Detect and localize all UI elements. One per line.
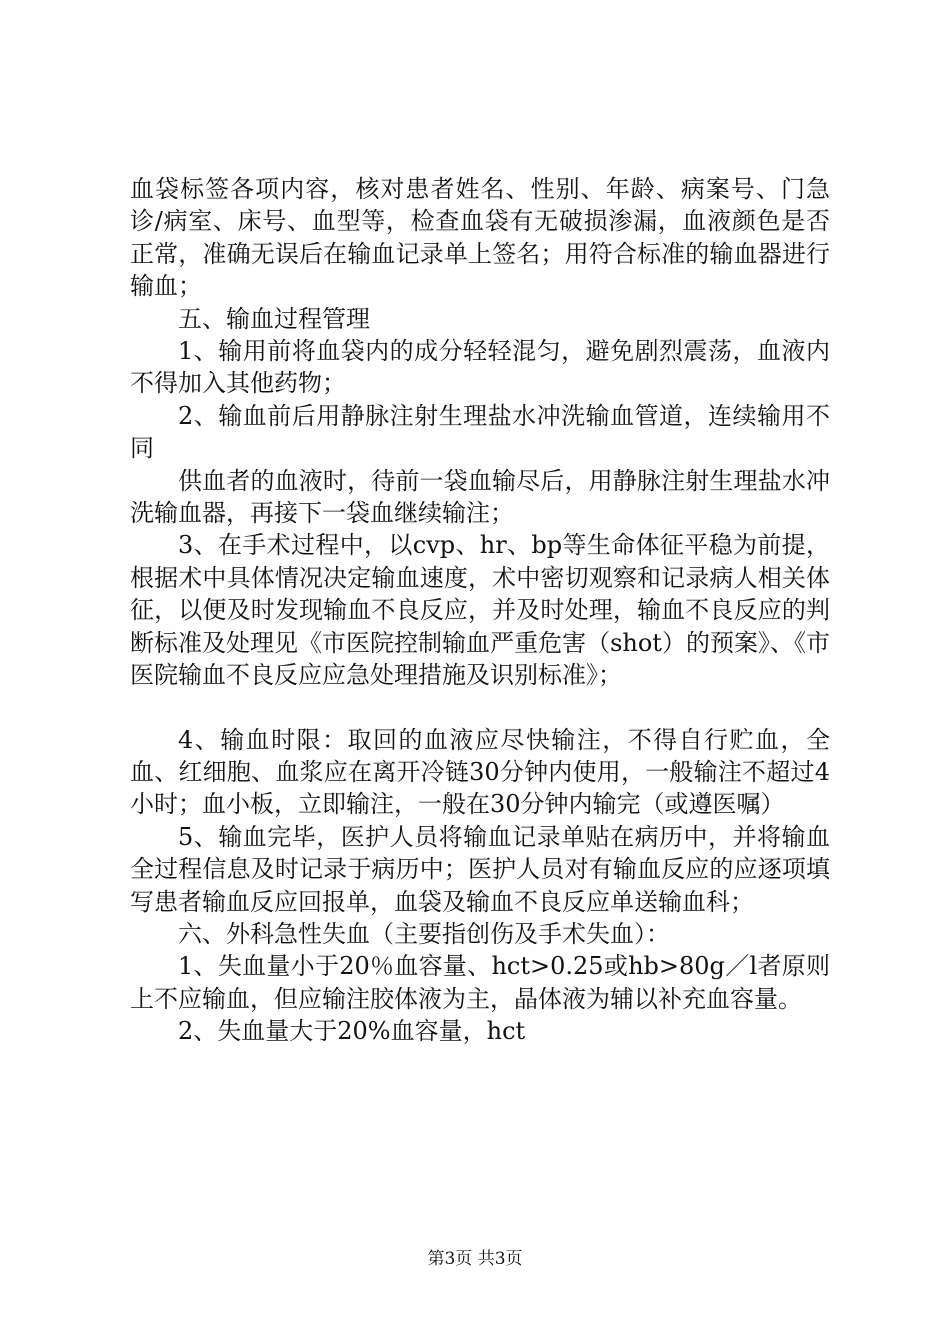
section-heading-transfusion-process: 五、输血过程管理: [178, 304, 370, 333]
paragraph-item-3-monitoring: 3、在手术过程中，以cvp、hr、bp等生命体征平稳为前提，根据术中具体情况决定输血速度，术中密切观察和记录病人相关体征，以便及时发现输血不良反应，并及时处理，输血不良反应的判断标准及处理见《市医院控制输血严重危害（shot）的预案》、《市医院输血不良反应应急处理措施及识别标准》；: [130, 531, 830, 690]
paragraph-item-4-time-limit: 4、输血时限：取回的血液应尽快输注，不得自行贮血，全血、红细胞、血浆应在离开冷链30分钟内使用，一般输注不超过4小时；血小板，立即输注，一般在30分钟内输完（或遵医嘱）: [130, 725, 830, 819]
paragraph-item-5-completion: 5、输血完毕，医护人员将输血记录单贴在病历中，并将输血全过程信息及时记录于病历中；医护人员对有输血反应的应逐项填写患者输血反应回报单，血袋及输血不良反应单送输血科；: [130, 822, 830, 916]
paragraph-item-1-mixing: 1、输用前将血袋内的成分轻轻混匀，避免剧烈震荡，血液内不得加入其他药物；: [130, 337, 830, 398]
page-number-footer: 第3页 共3页: [427, 1249, 523, 1269]
document-body: [130, 173, 830, 1048]
paragraph-blood-bag-check: 血袋标签各项内容，核对患者姓名、性别、年龄、病案号、门急诊/病室、床号、血型等，检查血袋有无破损渗漏，血液颜色是否正常，准确无误后在输血记录单上签名；用符合标准的输血器进行输血；: [130, 175, 830, 301]
paragraph-item-2-continued: 供血者的血液时，待前一袋血输尽后，用静脉注射生理盐水冲洗输血器，再接下一袋血继续输注；: [130, 466, 830, 528]
paragraph-item-2-flushing: 2、输血前后用静脉注射生理盐水冲洗输血管道，连续输用不同: [130, 401, 830, 463]
paragraph-blood-loss-item-2: 2、失血量大于20%血容量，hct: [178, 1017, 526, 1046]
paragraph-spacer: [130, 692, 830, 724]
section-heading-acute-blood-loss: 六、外科急性失血（主要指创伤及手术失血）：: [178, 919, 670, 948]
paragraph-blood-loss-item-1: 1、失血量小于20％血容量、hct>0.25或hb>80g／l者原则上不应输血，但应输注胶体液为主，晶体液为辅以补充血容量。: [130, 952, 830, 1013]
